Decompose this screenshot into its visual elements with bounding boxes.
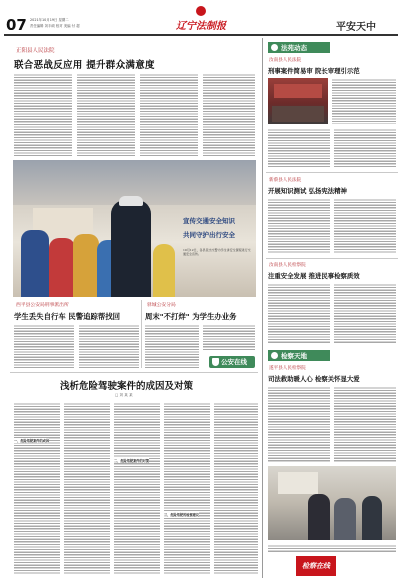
mid-article-headline: 周末"不打烊" 为学生办业务 xyxy=(145,312,237,321)
box2-headline: 开展知识测试 弘扬宪法精神 xyxy=(268,187,347,195)
photo-officer-cap xyxy=(119,196,143,206)
feature-headline: 浅析危险驾驶案件的成因及对策 xyxy=(60,381,194,392)
lead-photo xyxy=(13,160,256,297)
box3-body-b xyxy=(334,283,396,343)
box3-body-a xyxy=(268,283,330,343)
box1-body-b xyxy=(268,128,330,168)
header-date: 2021年10月19日 星期二 xyxy=(30,18,69,22)
lead-body-col-4 xyxy=(203,73,255,157)
page-header xyxy=(0,0,402,40)
photo-officer xyxy=(111,200,151,297)
lead-headline: 联合恶战反应用 提升群众满意度 xyxy=(14,60,155,71)
mid-article-body-1 xyxy=(145,324,199,368)
page-number: 07 xyxy=(6,16,27,34)
photo-panel xyxy=(274,84,322,98)
court-news-tag xyxy=(268,42,330,53)
right-column-divider xyxy=(262,38,263,578)
mid-article-body-2 xyxy=(203,324,255,350)
box4-kicker: 遂平县人民检察院 xyxy=(269,366,306,371)
header-rule xyxy=(4,34,398,36)
box1-headline: 刑事案件简易审 院长审理引示范 xyxy=(268,67,360,75)
police-online-label: 公安在线 xyxy=(221,358,247,366)
mid-article-kicker: 驿城公安分局 xyxy=(147,303,176,308)
lead-kicker: 正阳县人民法院 xyxy=(16,48,55,54)
photo-caption-sub: 共同守护出行安全 xyxy=(183,231,235,239)
header-editors: 责任编辑 刘丰硕 校对 美编 付 超 xyxy=(30,24,80,28)
box1-photo xyxy=(268,78,328,124)
gavel-icon xyxy=(271,44,278,51)
box4-body-b xyxy=(334,386,396,462)
photo-person xyxy=(308,494,330,540)
photo-note: 10月12日，各县派出交警为学生讲安全课程进行交通安全宣传。 xyxy=(183,248,251,256)
box4-headline: 司法救助暖人心 检察关怀显大爱 xyxy=(268,375,360,383)
photo-bench xyxy=(272,106,324,122)
procuratorate-tag xyxy=(268,350,330,361)
left-article-headline: 学生丢失自行车 民警追踪帮找回 xyxy=(14,312,121,321)
box2-kicker: 新蔡县人民法院 xyxy=(269,178,302,183)
left-article-body-1 xyxy=(14,324,74,368)
box2-body-b xyxy=(334,198,396,254)
box1-body-a xyxy=(332,78,396,124)
photo-student xyxy=(49,238,75,297)
photo-person xyxy=(362,496,382,540)
emblem-icon xyxy=(196,6,206,16)
feature-rule xyxy=(10,372,258,373)
court-news-label: 法苑动态 xyxy=(281,44,307,52)
section-title: 平安天中 xyxy=(336,22,376,33)
feature-col-2 xyxy=(64,402,110,574)
procuratorate-online-stamp: 检察在线 xyxy=(296,556,336,576)
procuratorate-label: 检察天地 xyxy=(281,352,307,360)
photo-student xyxy=(153,244,175,297)
lead-body-col-2 xyxy=(77,73,135,157)
photo-caption-main: 宣传交通安全知识 xyxy=(183,217,235,225)
box1-body-c xyxy=(334,128,396,168)
feature-subhead-1: 一、危险驾驶案件的成因 xyxy=(14,439,50,443)
box1-kicker: 汝南县人民法院 xyxy=(269,58,302,63)
box4-photo xyxy=(268,466,396,540)
box3-headline: 注重安全发展 推进民事检察质效 xyxy=(268,272,360,280)
photo-student xyxy=(21,230,49,297)
box-separator xyxy=(266,172,398,173)
feature-col-3 xyxy=(114,402,160,574)
left-article-body-2 xyxy=(79,324,139,368)
box2-body-a xyxy=(268,198,330,254)
box4-body-a xyxy=(268,386,330,462)
feature-col-5 xyxy=(214,402,258,574)
lead-body-col-1 xyxy=(14,73,72,157)
scale-icon xyxy=(271,352,278,359)
box3-kicker: 汝南县人民检察院 xyxy=(269,263,306,268)
feature-subhead-3: 三、危险驾驶的检察建议 xyxy=(164,513,200,517)
masthead-logo: 辽宁法制报 xyxy=(176,21,226,32)
box-separator xyxy=(266,258,398,259)
column-divider xyxy=(141,300,142,368)
lead-body-col-3 xyxy=(140,73,198,157)
feature-subhead-2: 二、危险驾驶案件的对策 xyxy=(114,459,150,463)
photo-person xyxy=(334,498,356,540)
police-online-badge xyxy=(209,356,255,368)
photo-wall-board xyxy=(278,472,318,494)
photo-student xyxy=(73,234,99,297)
box4-photo-caption xyxy=(268,544,396,552)
left-article-kicker: 西平县公安局刑事派出所 xyxy=(16,303,69,308)
feature-col-1 xyxy=(14,402,60,574)
feature-col-4 xyxy=(164,402,210,574)
feature-byline: □ 刘 某 某 xyxy=(115,393,133,397)
shield-icon xyxy=(212,358,219,366)
